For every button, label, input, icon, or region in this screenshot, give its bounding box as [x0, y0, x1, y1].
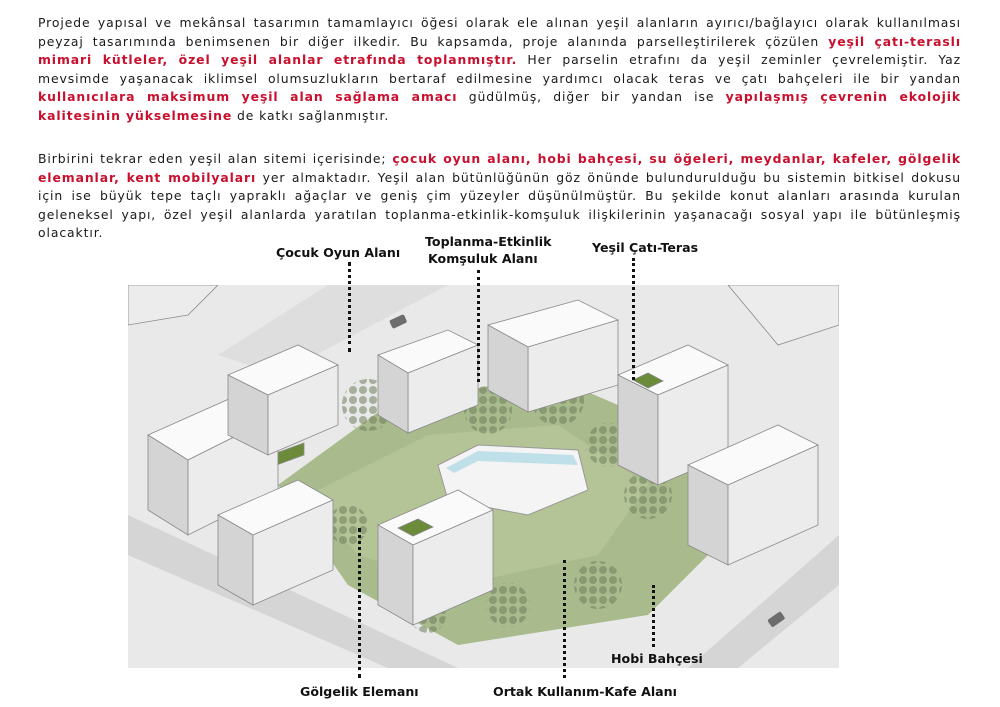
- paragraph-text: Birbirini tekrar eden yeşil alan sitemi içerisinde;: [38, 151, 393, 166]
- paragraph-text: yer almaktadır. Yeşil alan bütünlüğünün göz önünde bulundurulduğu bu sistemin bitkisel dokusu için ise büyük tepe taçlı yapraklı ağaçlar ve geniş çim yüzeyler düşünülmüştür. Bu şekilde konut alanları arasında kurulan geleneksel yapı, özel yeşil alanlarda yaratılan toplanma-etkinlik-komşuluk ilişkilerinin yaşanacağı sosyal yapı ile bütünleşmiş olacaktır.: [38, 169, 961, 241]
- paragraph-text: Her parselin etrafını da yeşil zeminler çevrelemiştir. Yaz mevsimde yaşanacak iklimsel olumsuzlukların bertaraf edilmesine yardımcı olacak teras ve çatı bahçeleri ile bir yandan: [38, 52, 962, 86]
- label-green-roof: Yeşil Çatı-Teras: [592, 240, 699, 255]
- highlighted-text: çocuk oyun alanı, hobi bahçesi, su öğeleri, meydanlar, kafeler, gölgelik elemanlar, kent mobilyaları: [38, 151, 961, 185]
- highlighted-text: yapılaşmış çevrenin ekolojik kalitesinin yükselmesine: [38, 89, 962, 123]
- leader-green-roof: [632, 258, 635, 380]
- leader-play-area: [348, 262, 351, 352]
- paragraph-text: güdülmüş, diğer bir yandan ise: [457, 89, 726, 105]
- intro-paragraph: [38, 14, 961, 126]
- label-gathering-line1: Toplanma-Etkinlik: [425, 234, 552, 249]
- label-play-area: Çocuk Oyun Alanı: [276, 245, 401, 260]
- leader-gathering: [477, 270, 480, 382]
- label-gathering-line2: Komşuluk Alanı: [428, 251, 538, 266]
- highlighted-text: yeşil çatı-teraslı mimari kütleler, özel yeşil alanlar etrafında toplanmıştır.: [38, 33, 961, 68]
- leader-cafe: [563, 560, 566, 678]
- label-shade-element: Gölgelik Elemanı: [300, 684, 419, 699]
- site-plan-image: [128, 285, 839, 668]
- highlighted-text: kullanıcılara maksimum yeşil alan sağlama amacı: [38, 89, 458, 105]
- paragraph-text: de katkı sağlanmıştır.: [232, 107, 390, 123]
- green-system-paragraph: [38, 150, 961, 243]
- label-cafe-area: Ortak Kullanım-Kafe Alanı: [493, 684, 677, 699]
- paragraph-text: Projede yapısal ve mekânsal tasarımın tamamlayıcı öğesi olarak ele alınan yeşil alanların ayırıcı/bağlayıcı olarak kullanılması peyzaj tasarımında benimsenen bir diğer ilkedir. Bu kapsamda, proje alanında parselleştirilerek çözülen: [38, 15, 961, 49]
- leader-shade: [358, 528, 361, 678]
- leader-hobby: [652, 585, 655, 647]
- label-hobby-garden: Hobi Bahçesi: [611, 651, 703, 666]
